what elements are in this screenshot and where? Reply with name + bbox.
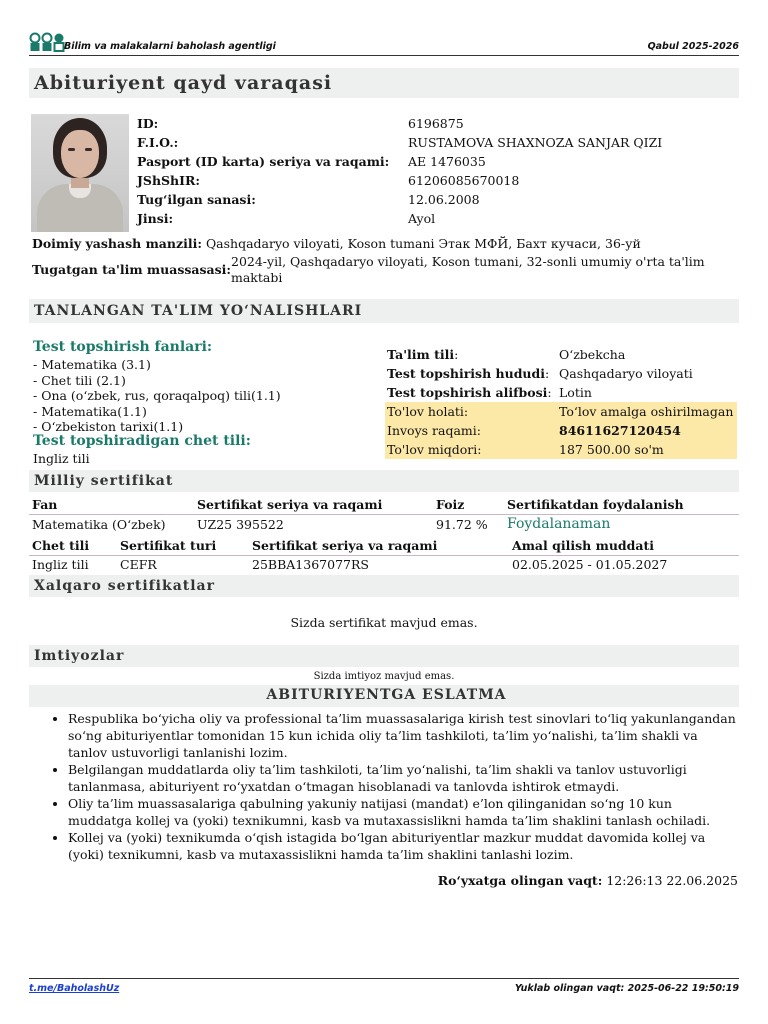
col-header-cert-number: Sertifikat seriya va raqami <box>197 497 383 512</box>
reminder-item: • Oliy ta’lim muassasalariga qabulning yakuniy natijasi (mandat) e’lon qilinganidan so‘ng 10 kun muddatga kollej va (yoki) texnikumni, kasb va mutaxassislikni hamda ta’lim shaklini tanlash ochiladi. <box>68 795 739 829</box>
jshshir-value: 61206085670018 <box>408 173 520 188</box>
subject-item: - O‘zbekiston tarixi(1.1) <box>33 419 184 434</box>
school-label: Tugatgan ta'lim muassasasi: <box>32 262 232 277</box>
telegram-link[interactable]: t.me/BaholashUz <box>29 983 120 994</box>
exam-info-value: Qashqadaryo viloyati <box>559 366 693 381</box>
payment-status-row <box>385 402 737 421</box>
exam-info-colon: : <box>547 385 552 400</box>
reminder-item: • Respublika bo‘yicha oliy va professional ta’lim muassasalariga kirish test sinovlari to‘liq yakunlangandan so‘ng abituriyentlar tomonidan 15 kun ichida oliy ta’lim tashkiloti, ta’lim yo‘nalishi, ta’lim shakli va tanlov ustuvorligi tanlanishi lozim. <box>68 710 739 761</box>
exam-info-colon: : <box>454 347 459 362</box>
school-line-2: maktabi <box>231 270 283 285</box>
col-header-usage: Sertifikatdan foydalanish <box>507 497 684 512</box>
national-cert-section-title: Milliy sertifikat <box>34 473 174 489</box>
passport-label: Pasport (ID karta) seriya va raqami: <box>137 154 390 169</box>
intl-cert-section-title: Xalqaro sertifikatlar <box>34 578 215 594</box>
school-value <box>231 254 731 286</box>
intl-cert-section-header <box>29 575 739 597</box>
subject-item: - Ona (o‘zbek, rus, qoraqalpoq) tili(1.1) <box>33 388 281 403</box>
reminder-list <box>44 710 739 863</box>
privileges-section-header <box>29 645 739 667</box>
directions-section-title: TANLANGAN TA'LIM YO‘NALISHLARI <box>34 303 363 319</box>
foreign-language-value: Ingliz tili <box>33 451 90 466</box>
page-title: Abituriyent qayd varaqasi <box>34 72 333 94</box>
address-label: Doimiy yashash manzili: <box>32 236 202 251</box>
col-header-cert-type: Sertifikat turi <box>120 538 217 553</box>
exam-info-value: O‘zbekcha <box>559 347 626 362</box>
subjects-list <box>33 357 281 435</box>
reminder-item: • Belgilangan muddatlarda oliy ta’lim tashkiloti, ta’lim yo‘nalishi, ta’lim shakli va tanlov ustuvorligi tanlanmasa, abituriyent ro‘yxatdan o‘tmagan hisoblanadi va tanlovda ishtirok etmaydi. <box>68 761 739 795</box>
exam-info-row <box>385 383 737 402</box>
registration-time <box>438 873 738 888</box>
address-row <box>32 236 641 251</box>
jshshir-label: JShShIR: <box>137 173 200 188</box>
document-header <box>29 32 739 56</box>
address-value: Qashqadaryo viloyati, Koson tumani Этак МФЙ, Бахт кучаси, 36-уй <box>205 236 641 251</box>
foreign-language-title: Test topshiradigan chet tili: <box>33 433 251 449</box>
exam-info-value: Lotin <box>559 385 592 400</box>
bba-logo-icon <box>29 32 65 52</box>
subject-item: - Chet tili (2.1) <box>33 372 126 388</box>
reminder-section-header <box>29 685 739 707</box>
exam-info-row <box>385 345 737 364</box>
registration-time-label: Ro‘yxatga olingan vaqt: <box>437 873 603 888</box>
cert-percent: 91.72 % <box>436 517 488 532</box>
subjects-title: Test topshirish fanlari: <box>33 339 213 355</box>
subject-item: - Matematika (3.1) <box>33 357 151 372</box>
privileges-section-title: Imtiyozlar <box>34 648 125 664</box>
passport-value: AE 1476035 <box>408 154 486 169</box>
col-header-percent: Foiz <box>436 497 465 512</box>
col-header-lang-cert-number: Sertifikat seriya va raqami <box>252 538 438 553</box>
lang-cert-language: Ingliz tili <box>32 557 89 572</box>
reminder-item: • Kollej va (yoki) texnikumda o‘qish istagida bo‘lgan abituriyentlar mazkur muddat davomida kollej va (yoki) texnikumni, kasb va mutaxassislikni hamda ta’lim shaklini tanlashi lozim. <box>68 829 739 863</box>
school-label-wrap <box>32 262 231 277</box>
payment-amount-value: 187 500.00 so'm <box>559 442 664 457</box>
col-header-language: Chet tili <box>32 538 90 553</box>
subject-item: - Matematika(1.1) <box>33 403 147 419</box>
exam-info-colon: : <box>545 366 550 381</box>
invoice-number-row <box>385 421 737 440</box>
fio-value: RUSTAMOVA SHAXNOZA SANJAR QIZI <box>408 135 663 150</box>
exam-info-table <box>385 345 737 459</box>
payment-status-value: To‘lov amalga oshirilmagan <box>559 404 734 419</box>
registration-time-value: 12:26:13 22.06.2025 <box>606 873 738 888</box>
cert-subject: Matematika (O‘zbek) <box>32 517 166 532</box>
col-header-validity: Amal qilish muddati <box>512 538 655 553</box>
lang-cert-number: 25BBA1367077RS <box>252 557 369 572</box>
birth-value: 12.06.2008 <box>408 192 480 207</box>
exam-info-key: Test topshirish hududi <box>387 366 546 381</box>
lang-cert-type: CEFR <box>120 557 157 572</box>
id-value: 6196875 <box>408 116 464 131</box>
directions-section-header <box>29 299 739 323</box>
page-title-bar <box>29 68 739 98</box>
applicant-photo <box>31 114 129 232</box>
payment-amount-row <box>385 440 737 459</box>
table-divider <box>29 514 739 515</box>
id-label: ID: <box>137 116 159 131</box>
gender-value: Ayol <box>408 211 436 226</box>
invoice-number-value: 84611627120454 <box>559 423 681 438</box>
exam-info-row <box>385 364 737 383</box>
gender-label: Jinsi: <box>137 211 174 226</box>
document-footer <box>29 978 739 998</box>
intl-cert-empty-message: Sizda sertifikat mavjud emas. <box>290 615 478 630</box>
exam-info-key: Test topshirish alifbosi <box>387 385 548 400</box>
admission-season: Qabul 2025-2026 <box>647 41 739 52</box>
payment-amount-label: To'lov miqdori: <box>387 442 482 457</box>
birth-label: Tug‘ilgan sanasi: <box>137 192 256 207</box>
fio-label: F.I.O.: <box>137 135 179 150</box>
school-line-1: 2024-yil, Qashqadaryo viloyati, Koson tumani, 32-sonli umumiy o'rta ta'lim <box>231 254 705 269</box>
exam-info-key: Ta'lim tili <box>387 347 455 362</box>
privileges-empty-message: Sizda imtiyoz mavjud emas. <box>313 671 455 682</box>
payment-status-label: To'lov holati: <box>387 404 469 419</box>
agency-name: Bilim va malakalarni baholash agentligi <box>64 41 276 52</box>
reminder-section-title: ABITURIYENTGA ESLATMA <box>266 687 507 703</box>
download-time: Yuklab olingan vaqt: 2025-06-22 19:50:19 <box>514 983 739 994</box>
national-cert-section-header <box>29 470 739 492</box>
invoice-number-label: Invoys raqami: <box>387 423 481 438</box>
cert-usage: Foydalanaman <box>507 516 611 532</box>
cert-number: UZ25 395522 <box>197 517 284 532</box>
table-divider <box>29 555 739 556</box>
col-header-subject: Fan <box>32 497 58 512</box>
lang-cert-validity: 02.05.2025 - 01.05.2027 <box>512 557 668 572</box>
